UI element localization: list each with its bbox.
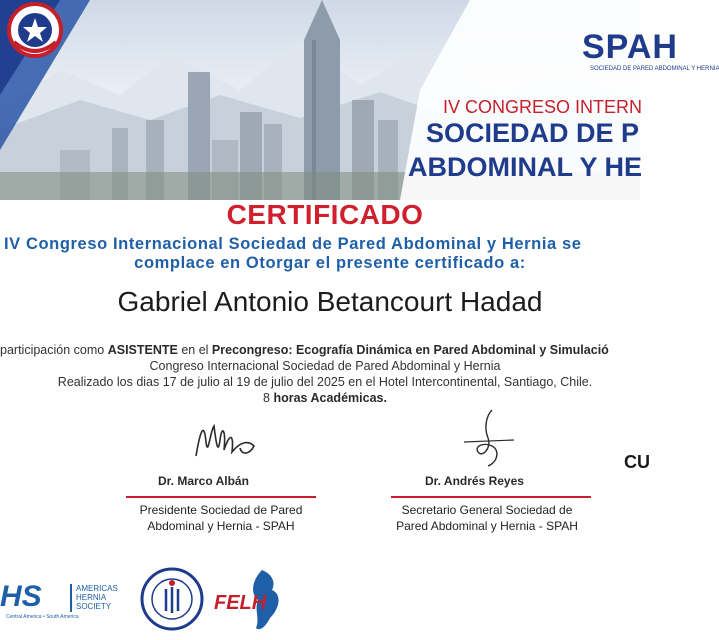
society-heading-line1: SOCIEDAD DE P [426, 118, 640, 148]
intro-line-2: complace en Otorgar el presente certificado a: [134, 254, 526, 272]
signature-line-1 [126, 496, 316, 498]
signature-role-2-line1: Secretario General Sociedad de [401, 503, 573, 517]
ahs-logo-mark: HS [0, 580, 42, 613]
spah-logo-icon [0, 0, 125, 60]
congress-heading: IV CONGRESO INTERN [443, 97, 643, 117]
felh-logo-text: FELH [214, 592, 267, 614]
hours-text: horas Académicas. [269, 391, 387, 405]
participation-mid: en el [177, 343, 212, 357]
participation-pre: participación como [0, 343, 108, 357]
surgeons-society-seal-icon [140, 567, 204, 631]
spah-name: SPAH [582, 28, 678, 66]
ahs-logo-text [76, 584, 118, 611]
ahs-text-1: AMERICAS [76, 584, 118, 593]
intro-line-1: IV Congreso Internacional Sociedad de Pared Abdominal y Hernia se [4, 235, 582, 253]
ahs-text-3: SOCIETY [76, 602, 112, 611]
participation-line [0, 343, 660, 357]
signature-image-2 [458, 406, 518, 472]
certificate-title: CERTIFICADO [226, 199, 424, 230]
signature-role-1 [121, 502, 321, 534]
society-heading-line2: ABDOMINAL Y HE [408, 152, 643, 182]
held-text: Realizado los dias 17 de julio al 19 de julio del 2025 en el Hotel Intercontinental, Santiago, Chile. [57, 375, 593, 389]
signature-role-1-line2: Abdominal y Hernia - SPAH [147, 519, 295, 533]
participation-role: ASISTENTE [107, 343, 178, 357]
spah-subtitle: SOCIEDAD DE PARED ABDOMINAL Y HERNIA [590, 66, 719, 72]
signature-role-1-line1: Presidente Sociedad de Pared [139, 503, 303, 517]
hero-city-skyline [0, 0, 719, 200]
signature-line-2 [391, 496, 591, 498]
congress-name: Congreso Internacional Sociedad de Pared Abdominal y Hernia [149, 359, 501, 373]
recipient-name: Gabriel Antonio Betancourt Hadad [117, 286, 543, 317]
hours-line [0, 391, 650, 405]
ahs-text-2: HERNIA [76, 593, 107, 602]
signature-role-2-line2: Pared Abdominal y Hernia - SPAH [396, 519, 578, 533]
ahs-subtext: Central America • South America [6, 614, 79, 620]
precongress-label: Precongreso: Ecografía Dinámica en Pared Abdominal y Simulació [211, 343, 609, 357]
signature-name-2: Dr. Andrés Reyes [425, 474, 524, 488]
partner-logo-partial: CU [624, 452, 650, 472]
signature-name-1: Dr. Marco Albán [158, 474, 249, 488]
ahs-divider [70, 584, 72, 612]
signature-role-2 [382, 502, 592, 534]
hours-number: 8 [263, 391, 270, 405]
signature-image-1 [190, 412, 270, 464]
